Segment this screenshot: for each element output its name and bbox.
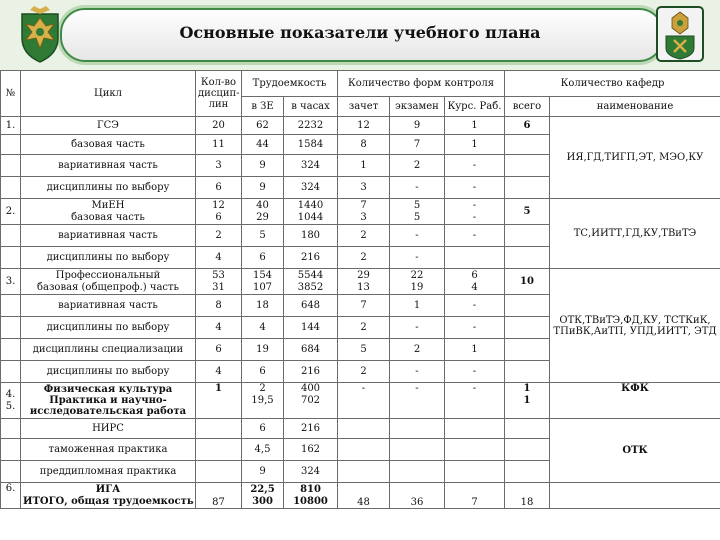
row-credit-total: 29 [357, 269, 370, 281]
row-ze: 6 [242, 361, 284, 383]
row-course [445, 461, 505, 483]
row-cycle-title: ИГА [95, 483, 121, 495]
row-dept-total: 18 [505, 483, 550, 509]
row-ze: 5 [242, 225, 284, 247]
row-hours-total: 10800 [293, 495, 328, 507]
row-dept-total [505, 247, 550, 269]
row-credit: 2 [338, 317, 390, 339]
row-exam-total: 5 [413, 199, 421, 211]
row-exam: 2 [390, 339, 445, 361]
row-ze [242, 383, 284, 419]
header-labor-ze: в ЗЕ [242, 97, 284, 117]
row-exam: - [390, 383, 445, 419]
row-course [445, 199, 505, 225]
row-disc-base: 31 [212, 281, 225, 293]
row-credit: 2 [338, 361, 390, 383]
header-departments: Количество кафедр [505, 71, 720, 97]
row-course: - [445, 155, 505, 177]
row-disc: 87 [196, 483, 242, 509]
row-disc: 3 [196, 155, 242, 177]
row-dept-total [505, 439, 550, 461]
row-cycle: таможенная практика [21, 439, 196, 461]
row-exam [390, 439, 445, 461]
row-credit: 2 [338, 247, 390, 269]
row-cycle: дисциплины специализации [21, 339, 196, 361]
row-num [1, 439, 21, 461]
row-cycle: вариативная часть [21, 295, 196, 317]
row-num [1, 225, 21, 247]
row-cycle-title: МиЕН [91, 199, 125, 211]
row-num: 3. [1, 269, 21, 295]
dept-names-mien: ТС,ИИТТ,ГД,КУ,ТВиТЭ [550, 199, 720, 269]
row-course [445, 419, 505, 439]
row-hours-2: 702 [300, 395, 321, 406]
row-hours: 180 [284, 225, 338, 247]
row-cycle-sub: Практика и научно-исследовательская работа [29, 395, 187, 417]
row-hours [284, 383, 338, 419]
row-credit: 5 [338, 339, 390, 361]
row-dept-total: 10 [505, 269, 550, 295]
row-ze [242, 199, 284, 225]
row-dept-total-1: 1 [523, 383, 531, 394]
row-credit: 2 [338, 225, 390, 247]
row-course [445, 439, 505, 461]
row-num [1, 419, 21, 439]
row-dept-total [505, 155, 550, 177]
row-cycle: НИРС [21, 419, 196, 439]
row-exam: - [390, 247, 445, 269]
row-num [1, 317, 21, 339]
row-disc: 6 [196, 177, 242, 199]
row-ze [242, 483, 284, 509]
header-control: Количество форм контроля [338, 71, 505, 97]
row-ze-base: 29 [256, 211, 269, 223]
row-disc [196, 439, 242, 461]
customs-emblem-icon [14, 4, 66, 64]
row-exam: 1 [390, 295, 445, 317]
row-exam: - [390, 177, 445, 199]
row-credit: 48 [338, 483, 390, 509]
row-credit: 12 [338, 117, 390, 135]
row-ze: 18 [242, 295, 284, 317]
row-num [1, 247, 21, 269]
row-cycle: вариативная часть [21, 155, 196, 177]
row-credit: 1 [338, 155, 390, 177]
row-hours: 162 [284, 439, 338, 461]
row-credit: 3 [338, 177, 390, 199]
row-ze: 9 [242, 155, 284, 177]
row-num [1, 177, 21, 199]
row-disc: 11 [196, 135, 242, 155]
row-dept-total [505, 339, 550, 361]
row-num [1, 135, 21, 155]
row-hours-base: 1044 [297, 211, 324, 223]
row-disc [196, 269, 242, 295]
row-course-total: 6 [471, 269, 478, 281]
row-disc: 20 [196, 117, 242, 135]
row-num: 2. [1, 199, 21, 225]
row-dept-total [505, 135, 550, 155]
row-dept-total: 5 [505, 199, 550, 225]
row-course: - [445, 383, 505, 419]
row-dept-total [505, 225, 550, 247]
row-dept-total [505, 383, 550, 419]
row-disc [196, 419, 242, 439]
row-course-base: - [472, 211, 477, 223]
row-cycle [21, 483, 196, 509]
row-ze [242, 269, 284, 295]
header-labor-hours: в часах [284, 97, 338, 117]
row-hours-1: 400 [300, 383, 321, 394]
row-cycle-sub: базовая часть [71, 211, 145, 223]
row-disc-total: 53 [212, 269, 225, 281]
row-hours [284, 483, 338, 509]
row-exam-total: 22 [410, 269, 424, 281]
row-hours: 216 [284, 419, 338, 439]
table-row-total [1, 483, 720, 509]
row-hours [284, 269, 338, 295]
row-dept-total: 6 [505, 117, 550, 135]
header-cycle: Цикл [21, 71, 196, 117]
row-ze: 6 [242, 247, 284, 269]
row-num [1, 155, 21, 177]
row-ze: 19 [242, 339, 284, 361]
table-row [1, 419, 720, 439]
table-row [1, 383, 720, 419]
row-cycle-title: Физическая культура [43, 384, 173, 395]
dept-names-otk: ОТК [550, 419, 720, 483]
header-exam: экзамен [390, 97, 445, 117]
row-course: - [445, 361, 505, 383]
row-ze: 62 [242, 117, 284, 135]
row-hours: 684 [284, 339, 338, 361]
row-credit-total: 7 [360, 199, 367, 211]
row-hours: 216 [284, 247, 338, 269]
row-credit [338, 419, 390, 439]
row-course [445, 247, 505, 269]
row-ze: 9 [242, 461, 284, 483]
dept-names-empty [550, 483, 720, 509]
row-hours: 216 [284, 361, 338, 383]
row-num [1, 383, 21, 419]
header-credit: зачет [338, 97, 390, 117]
row-disc-total: 12 [212, 199, 225, 211]
row-disc: 6 [196, 339, 242, 361]
row-cycle [21, 199, 196, 225]
row-disc [196, 199, 242, 225]
row-cycle [21, 383, 196, 419]
row-cycle-sub: базовая (общепроф.) часть [36, 281, 180, 293]
row-cycle-total: ИТОГО, общая трудоемкость [23, 495, 194, 507]
row-course: 7 [445, 483, 505, 509]
row-num [1, 295, 21, 317]
row-ze-total: 300 [252, 495, 273, 507]
header-departments-total: всего [505, 97, 550, 117]
row-course: - [445, 177, 505, 199]
row-ze-iga: 22,5 [250, 483, 275, 495]
row-exam-base: 19 [410, 281, 424, 293]
row-disc-base: 6 [215, 211, 222, 223]
dept-names-prof: ОТК,ТВиТЭ,ФД,КУ, ТСТКиК, ТПиВК,АиТП, УПД,ИИТТ, ЭТД [550, 269, 720, 383]
row-hours: 648 [284, 295, 338, 317]
row-ze-1: 2 [259, 383, 266, 394]
row-disc: 8 [196, 295, 242, 317]
row-num: 6. [1, 483, 21, 509]
row-hours-total: 1440 [297, 199, 324, 211]
row-hours: 1584 [284, 135, 338, 155]
row-exam [390, 461, 445, 483]
row-disc: 2 [196, 225, 242, 247]
dept-names-gse: ИЯ,ГД,ТИГП,ЭТ, МЭО,КУ [550, 117, 720, 199]
row-credit-base: 13 [357, 281, 370, 293]
row-credit [338, 269, 390, 295]
row-course [445, 269, 505, 295]
row-disc: 4 [196, 247, 242, 269]
row-num-4: 4. [5, 388, 16, 400]
row-cycle: дисциплины по выбору [21, 317, 196, 339]
row-disc [196, 461, 242, 483]
row-hours [284, 199, 338, 225]
header-count-disciplines: Кол-во дисцип-лин [196, 71, 242, 117]
row-course-total: - [472, 199, 477, 211]
row-credit-base: 3 [360, 211, 367, 223]
row-hours: 2232 [284, 117, 338, 135]
row-course: 1 [445, 339, 505, 361]
row-credit: 7 [338, 295, 390, 317]
row-num [1, 339, 21, 361]
row-cycle: базовая часть [21, 135, 196, 155]
header-labor: Трудоемкость [242, 71, 338, 97]
header-departments-name: наименование [550, 97, 720, 117]
curriculum-table [0, 70, 720, 509]
table-row [1, 199, 720, 225]
row-exam: 7 [390, 135, 445, 155]
row-credit [338, 461, 390, 483]
row-dept-total-2: 1 [523, 395, 531, 406]
header-num: № [1, 71, 21, 117]
row-disc: 4 [196, 317, 242, 339]
row-cycle [21, 269, 196, 295]
table-row [1, 117, 720, 135]
row-course: 1 [445, 117, 505, 135]
row-num [1, 461, 21, 483]
header-course-work: Курс. Раб. [445, 97, 505, 117]
row-ze: 9 [242, 177, 284, 199]
row-exam: - [390, 361, 445, 383]
row-hours: 324 [284, 177, 338, 199]
row-exam: 9 [390, 117, 445, 135]
row-dept-total [505, 361, 550, 383]
row-cycle: вариативная часть [21, 225, 196, 247]
row-num: 1. [1, 117, 21, 135]
row-cycle: преддипломная практика [21, 461, 196, 483]
row-credit [338, 439, 390, 461]
row-exam: - [390, 225, 445, 247]
row-num-5: 5. [5, 400, 16, 412]
row-credit: 8 [338, 135, 390, 155]
row-course: - [445, 295, 505, 317]
row-course: - [445, 225, 505, 247]
row-dept-total [505, 461, 550, 483]
row-dept-total [505, 295, 550, 317]
row-hours: 324 [284, 461, 338, 483]
row-credit: - [338, 383, 390, 419]
row-disc: 4 [196, 361, 242, 383]
row-exam-base: 5 [413, 211, 421, 223]
dept-names-kfk: КФК [550, 383, 720, 419]
row-ze-total: 154 [252, 269, 273, 281]
table-header-row-1 [1, 71, 720, 97]
row-ze-base: 107 [252, 281, 273, 293]
row-cycle: дисциплины по выбору [21, 177, 196, 199]
row-course: - [445, 317, 505, 339]
row-ze-2: 19,5 [251, 395, 274, 406]
row-exam: - [390, 317, 445, 339]
row-hours: 324 [284, 155, 338, 177]
row-course: 1 [445, 135, 505, 155]
row-exam [390, 269, 445, 295]
row-ze: 4 [242, 317, 284, 339]
row-cycle: ГСЭ [21, 117, 196, 135]
row-exam [390, 419, 445, 439]
academy-emblem-icon [654, 4, 706, 64]
row-dept-total [505, 317, 550, 339]
row-ze: 6 [242, 419, 284, 439]
row-hours-total: 5544 [297, 269, 324, 281]
row-ze: 4,5 [242, 439, 284, 461]
row-cycle: дисциплины по выбору [21, 247, 196, 269]
row-hours-iga: 810 [300, 483, 321, 495]
row-cycle: дисциплины по выбору [21, 361, 196, 383]
row-hours: 144 [284, 317, 338, 339]
row-hours-base: 3852 [297, 281, 324, 293]
row-course-base: 4 [471, 281, 478, 293]
row-exam: 36 [390, 483, 445, 509]
table-row [1, 269, 720, 295]
page-title: Основные показатели учебного плана [179, 23, 541, 42]
row-exam [390, 199, 445, 225]
row-ze: 44 [242, 135, 284, 155]
row-disc: 1 [196, 383, 242, 419]
row-exam: 2 [390, 155, 445, 177]
row-dept-total [505, 177, 550, 199]
row-ze-total: 40 [256, 199, 269, 211]
row-credit [338, 199, 390, 225]
row-cycle-title: Профессиональный [55, 269, 161, 281]
row-num [1, 361, 21, 383]
row-dept-total [505, 419, 550, 439]
